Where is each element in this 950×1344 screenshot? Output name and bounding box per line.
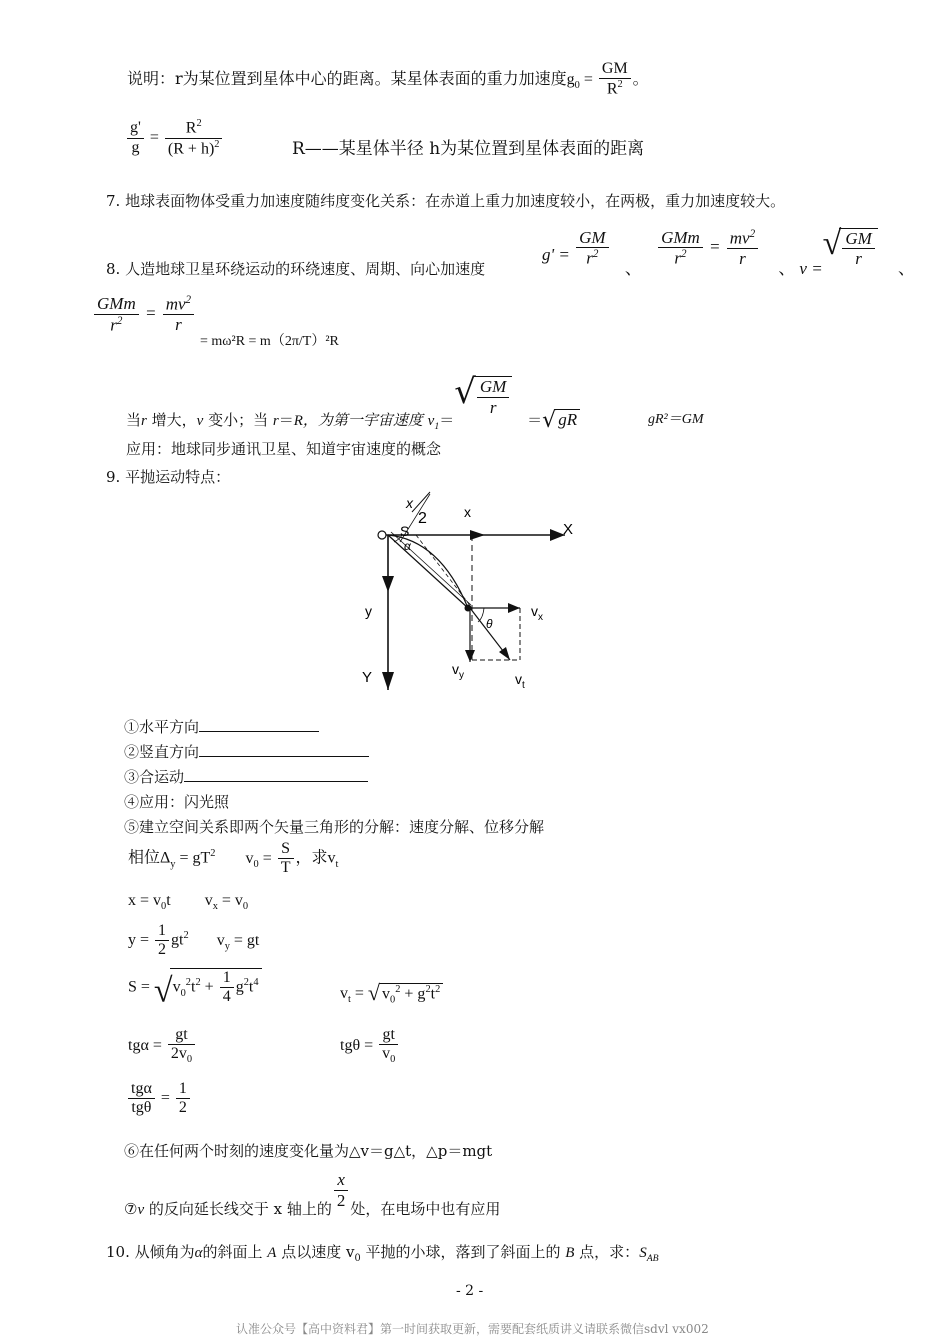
ball-position (465, 605, 472, 612)
dashed-tangent (416, 535, 472, 608)
Y-label: Y (362, 669, 373, 686)
y-axis-arrow (382, 672, 394, 690)
gr2-gm: gR²＝GM (648, 412, 704, 427)
item-10: 10. 从倾角为α的斜面上 A 点以速度 $v_0$ 平抛的小球，落到了斜面上的 B 点，求：$S_{AB}$ (106, 1243, 659, 1264)
item-7: 7. 地球表面物体受重力加速度随纬度变化关系：在赤道上重力加速度较小，在两极，重力加速度较大。 (106, 192, 786, 210)
x-label: x (464, 504, 471, 520)
list-item-1: ①水平方向 (124, 716, 319, 737)
page-number: - 2 - (456, 1283, 484, 1299)
gravity-ratio-formula: $\frac{g'}{g}$ = $\frac{R^2}{(R + h)^2}$ (125, 118, 224, 158)
theta-label: θ (486, 617, 493, 631)
equation-x: $x = v_0t$ $v_x = v_0$ (128, 892, 249, 913)
item-6: ⑥在任何两个时刻的速度变化量为△v＝g△t，△p＝mgt (124, 1142, 493, 1160)
centripetal-formula: $\frac{\text{GMm}}{r^2}$ = $\frac{mv^2}{r}$ (92, 294, 196, 335)
item-9: 9. 平抛运动特点： (106, 468, 231, 486)
vx-arrow (508, 603, 520, 613)
equation-tg-theta: tgθ = $\frac{gt}{v_0}$ (340, 1026, 400, 1067)
omega-formula: = mω²R = m（2π/T）²R (200, 334, 339, 349)
equation-phase: 相位$\Delta_y = gT^2$ $v_0$ = $\frac{S}{T}$ ，求$v_t$ (128, 840, 339, 877)
y-axis-arrow-small (382, 576, 394, 592)
application-note: 应用：地球同步通讯卫星、知道宇宙速度的概念 (126, 440, 442, 458)
equation-y: y = $\frac{1}{2}$ $gt^2$ $v_y$ = gt (128, 922, 260, 959)
gravity-note: 说明：r为某位置到星体中心的距离。某星体表面的重力加速度$g_0$ = $\frac{GM}{R^2}$ 。 (127, 60, 649, 98)
footer-note: 认准公众号【高中资料君】第一时间获取更新，需要配套纸质讲义请联系微信sdvl vx002 (236, 1322, 709, 1336)
s-label: S (400, 523, 410, 539)
projectile-diagram (360, 492, 574, 702)
x-half-den: 2 (418, 510, 427, 527)
displacement-line (388, 535, 468, 608)
equation-tg-alpha: tgα = $\frac{gt}{2v_0}$ (128, 1026, 197, 1067)
list-item-2: ②竖直方向 (124, 741, 369, 762)
vx-label: $v_x$ (531, 603, 543, 623)
list-item-4: ④应用：闪光照 (124, 793, 230, 811)
y-label: y (365, 603, 372, 619)
list-item-5: ⑤建立空间关系即两个矢量三角形的分解：速度分解、位移分解 (124, 818, 545, 836)
origin-point (378, 531, 386, 539)
vy-label: $v_y$ (452, 661, 464, 681)
equation-vt: $v_t$ = √ $v_0^2 + g^2t^2$ (340, 980, 443, 1006)
radius-note: R——某星体半径 h为某位置到星体表面的距离 (292, 139, 645, 159)
X-label: X (563, 521, 574, 538)
item-8-text: 8. 人造地球卫星环绕运动的环绕速度、周期、向心加速度 (106, 260, 486, 278)
vt-arrow (499, 647, 510, 660)
displacement-line-2 (391, 532, 471, 605)
alpha-label: α (404, 539, 411, 553)
equation-s: $S = √v_0^2t^2$ + $\frac{1}{4}$ $g^2t^4$ (128, 968, 262, 1011)
equation-ratio: $\frac{\text{tgα}}{\text{tgθ}}$ = $\frac{1}{2}$ (126, 1080, 192, 1118)
vt-label: $v_t$ (515, 671, 525, 691)
list-item-3: ③合运动 (124, 766, 368, 787)
first-cosmic-velocity: 当r 增大，v 变小；当 r＝R，为第一宇宙速度 $v_1=√$ $\frac{GM}{r}$ ＝√ gR (126, 372, 580, 433)
item-8-formulas: g' = $\frac{GM}{r^2}$ 、 $\frac{\text{GMm}}{r^2}$ = $\frac{mv^2}{r}$ 、 v =√ $\frac{GM}{r}$ 、 (542, 225, 916, 278)
item-7b: ⑦v 的反向延长线交于 x 轴上的 $\frac{x}{2}$ 处，在电场中也有应用 (124, 1170, 501, 1219)
x-half-num: x (406, 495, 413, 511)
